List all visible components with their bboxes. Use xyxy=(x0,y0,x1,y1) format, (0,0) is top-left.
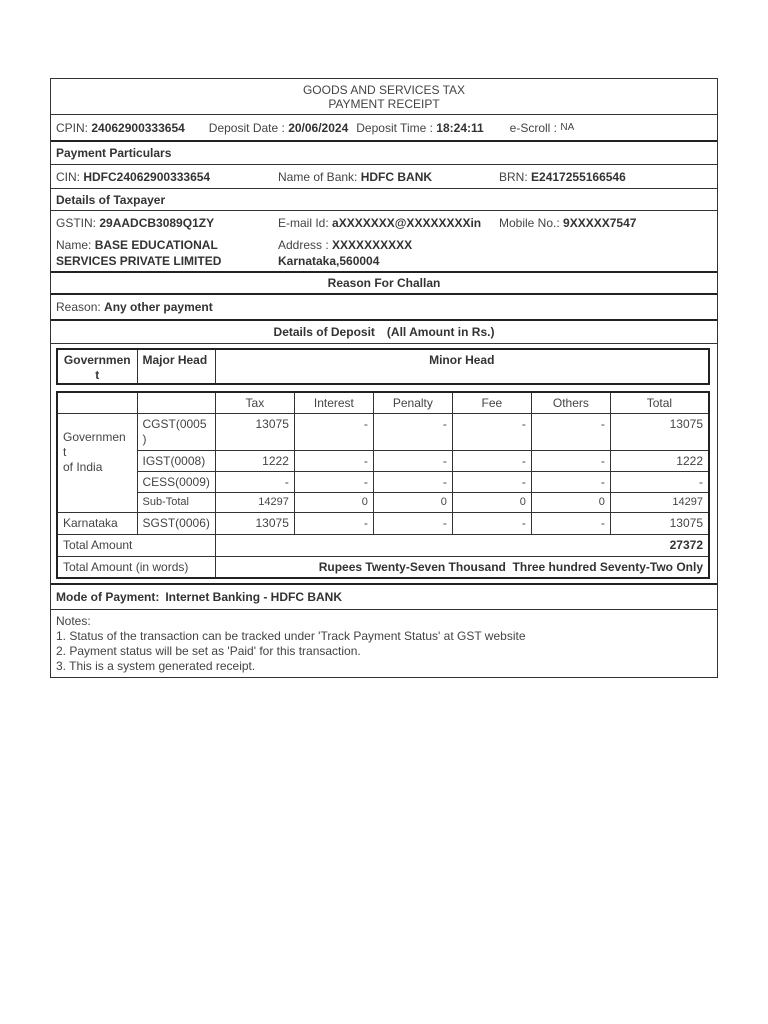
gov-india-line3: of India xyxy=(63,460,103,474)
deposit-date-label: Deposit Date : xyxy=(208,120,285,135)
cgst-interest: - xyxy=(294,413,373,450)
sgst-total: 13075 xyxy=(610,512,709,534)
cgst-total: 13075 xyxy=(610,413,709,450)
email-value: aXXXXXXX@XXXXXXXXin xyxy=(332,216,482,230)
note-line: 1. Status of the transaction can be tracked under 'Track Payment Status' at GST website xyxy=(56,629,526,643)
cess-total: - xyxy=(610,471,709,492)
brn-value: E2417255166546 xyxy=(531,169,626,184)
cin-label: CIN: xyxy=(56,169,80,184)
total-words-label: Total Amount (in words) xyxy=(57,556,215,578)
cgst-fee: - xyxy=(452,413,531,450)
escroll-label: e-Scroll : xyxy=(509,120,558,135)
table-row xyxy=(57,492,709,512)
cess-fee: - xyxy=(452,471,531,492)
brn-label: BRN: xyxy=(499,169,528,184)
karnataka-cell: Karnataka xyxy=(57,512,137,534)
major-head-cgst xyxy=(137,413,215,450)
reason-label: Reason: xyxy=(56,300,101,314)
table-row xyxy=(57,512,709,534)
major-head-igst: IGST(0008) xyxy=(137,450,215,471)
table-row xyxy=(57,471,709,492)
major-head-sgst: SGST(0006) xyxy=(137,512,215,534)
cin-value: HDFC24062900333654 xyxy=(83,169,211,184)
government-col-label1: Governmen xyxy=(63,353,131,367)
bank-label: Name of Bank: xyxy=(278,169,358,184)
deposit-heading xyxy=(51,319,717,343)
gov-india-line1: Governmen xyxy=(63,430,126,444)
notes-section xyxy=(51,609,717,677)
minor-head-col-header xyxy=(215,349,709,384)
col-penalty: Penalty xyxy=(373,392,452,413)
notes-heading: Notes: xyxy=(56,614,91,628)
deposit-header-table xyxy=(56,348,710,385)
challan-heading xyxy=(51,271,717,293)
taxpayer-heading xyxy=(51,188,717,210)
mobile-label: Mobile No.: xyxy=(499,216,560,230)
deposit-time-label: Deposit Time : xyxy=(356,120,433,135)
total-words-value: Rupees Twenty-Seven Thousand Three hundred Seventy-Two Only xyxy=(215,556,709,578)
table-row xyxy=(57,450,709,471)
sgst-tax: 13075 xyxy=(215,512,294,534)
igst-tax: 1222 xyxy=(215,450,294,471)
blank-cell xyxy=(57,392,137,413)
address-value-line1: XXXXXXXXXX xyxy=(332,238,413,252)
mode-value: Internet Banking - HDFC BANK xyxy=(165,590,343,604)
igst-others: - xyxy=(531,450,610,471)
major-head-cess: CESS(0009) xyxy=(137,471,215,492)
challan-title: Reason For Challan xyxy=(327,276,441,290)
name-value-line2: SERVICES PRIVATE LIMITED xyxy=(56,254,222,268)
reason-value: Any other payment xyxy=(104,300,213,314)
subtotal-fee: 0 xyxy=(452,492,531,512)
deposit-body-table xyxy=(56,391,710,579)
note-line: 2. Payment status will be set as 'Paid' for this transaction. xyxy=(56,644,361,658)
col-fee: Fee xyxy=(452,392,531,413)
deposit-section xyxy=(51,343,717,583)
deposit-date-value: 20/06/2024 xyxy=(288,120,349,135)
igst-total: 1222 xyxy=(610,450,709,471)
col-total: Total xyxy=(610,392,709,413)
minor-head-columns-row xyxy=(57,392,709,413)
gstin-label: GSTIN: xyxy=(56,216,97,230)
blank-cell xyxy=(137,392,215,413)
escroll-value: NA xyxy=(560,122,575,133)
taxpayer-title: Details of Taxpayer xyxy=(56,192,166,207)
deposit-time-value: 18:24:11 xyxy=(436,120,484,135)
sgst-penalty: - xyxy=(373,512,452,534)
cpin-label: CPIN: xyxy=(56,120,89,135)
igst-fee: - xyxy=(452,450,531,471)
header-title: GOODS AND SERVICES TAX xyxy=(302,83,466,97)
col-tax: Tax xyxy=(215,392,294,413)
payment-receipt xyxy=(50,78,718,678)
cess-others: - xyxy=(531,471,610,492)
subtotal-total: 14297 xyxy=(610,492,709,512)
mode-of-payment-row xyxy=(51,583,717,609)
receipt-header xyxy=(51,79,717,114)
cess-tax: - xyxy=(215,471,294,492)
minor-head-label: Minor Head xyxy=(429,353,495,367)
gstin-value: 29AADCB3089Q1ZY xyxy=(99,216,215,230)
col-interest: Interest xyxy=(294,392,373,413)
government-col-header xyxy=(57,349,137,384)
total-amount-label: Total Amount xyxy=(57,534,215,556)
cgst-head-line1: CGST(0005 xyxy=(142,416,207,431)
note-line: 3. This is a system generated receipt. xyxy=(56,659,256,673)
mode-label: Mode of Payment: xyxy=(56,590,160,604)
cgst-penalty: - xyxy=(373,413,452,450)
subtotal-penalty: 0 xyxy=(373,492,452,512)
sgst-interest: - xyxy=(294,512,373,534)
cess-penalty: - xyxy=(373,471,452,492)
subtotal-interest: 0 xyxy=(294,492,373,512)
igst-penalty: - xyxy=(373,450,452,471)
col-others: Others xyxy=(531,392,610,413)
address-label: Address : xyxy=(278,238,329,252)
cgst-tax: 13075 xyxy=(215,413,294,450)
sub-total-label: Sub-Total xyxy=(137,492,215,512)
cpin-value: 24062900333654 xyxy=(91,120,185,135)
cgst-others: - xyxy=(531,413,610,450)
deposit-title: Details of Deposit xyxy=(273,325,375,339)
name-value-line1: BASE EDUCATIONAL xyxy=(94,238,218,252)
subtotal-others: 0 xyxy=(531,492,610,512)
email-label: E-mail Id: xyxy=(278,216,329,230)
sgst-others: - xyxy=(531,512,610,534)
deposit-amount-note: (All Amount in Rs.) xyxy=(386,325,495,339)
name-label: Name: xyxy=(56,238,92,252)
reason-row xyxy=(51,293,717,319)
sgst-fee: - xyxy=(452,512,531,534)
major-head-label: Major Head xyxy=(142,353,208,367)
cpin-row xyxy=(51,114,717,140)
payment-particulars-heading xyxy=(51,140,717,164)
payment-particulars-title: Payment Particulars xyxy=(56,146,172,160)
taxpayer-details xyxy=(51,210,717,271)
mobile-value: 9XXXXX7547 xyxy=(563,216,637,230)
header-subtitle: PAYMENT RECEIPT xyxy=(328,97,440,111)
subtotal-tax: 14297 xyxy=(215,492,294,512)
government-col-label2: t xyxy=(95,368,100,382)
table-row xyxy=(57,413,709,450)
government-of-india-cell xyxy=(57,413,137,512)
gov-india-line2: t xyxy=(63,445,67,459)
igst-interest: - xyxy=(294,450,373,471)
cess-interest: - xyxy=(294,471,373,492)
total-amount-value: 27372 xyxy=(215,534,709,556)
total-words-row xyxy=(57,556,709,578)
major-head-col-header xyxy=(137,349,215,384)
cgst-head-line2: ) xyxy=(142,431,147,446)
payment-particulars-row xyxy=(51,164,717,188)
total-amount-row xyxy=(57,534,709,556)
address-value-line2: Karnataka,560004 xyxy=(278,254,380,268)
bank-value: HDFC BANK xyxy=(360,169,433,184)
